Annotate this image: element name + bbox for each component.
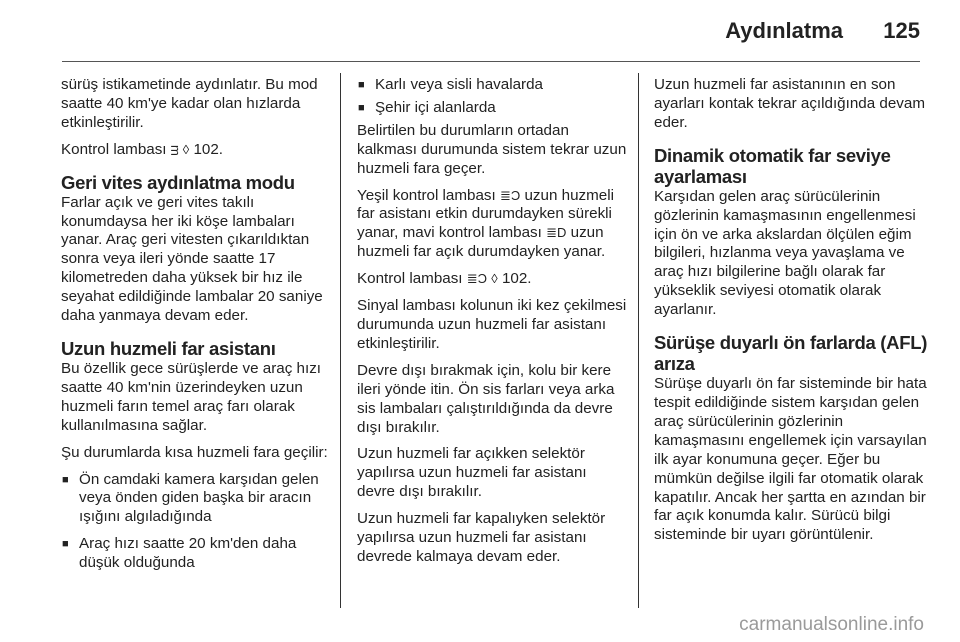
column-3: [654, 76, 930, 553]
paragraph-kontrol-lambalari: Yeşil kontrol lambası ≣Ͻ uzun huzmeli far asistanı etkin durumdayken sürekli yanar, mavi kontrol lambası ≣D uzun huzmeli far açık durumdayken yanar.: [357, 186, 614, 261]
uzun-huzmeli-paragraph: Bu özellik gece sürüşlerde ve araç hızı saatte 40 km'nin üzerindeyken uzun huzmeli farın temel araç farı olarak kullanılmasına sağlar.: [61, 359, 322, 434]
high-beam-assist-icon: ≣Ͻ: [466, 271, 488, 287]
bullet-icon: ■: [358, 101, 365, 114]
page-reference-icon: ◊: [491, 271, 498, 287]
section-heading-dinamik: Dinamik otomatik far seviye ayarlaması: [654, 144, 891, 187]
geri-vites-paragraph: Farlar açık ve geri vites takılı konumdaysa her iki köşe lambaları yanar. Araç geri vitesten çıkarıldıktan sonra veya ileri yönde saatte 17 kilometreden daha yüksek bir hız ile seyahat edildiğinde lambalar 20 saniye daha yanmaya devam eder.: [61, 193, 323, 325]
high-beam-icon: ≣D: [546, 225, 567, 241]
high-beam-assist-icon: ≣Ͻ: [499, 187, 521, 203]
bullet-icon: ■: [62, 473, 69, 486]
afl-paragraph: Sürüşe duyarlı ön far sisteminde bir hata tespit edildiğinde sistem karşıdan gelen araç sürücülerinin gözlerinin kamaşmasını engellemek için varsayılan ilk ayar konumuna geçer. Eğer bu mümkün değilse ilgili far otomatik olarak kapatılır. Ancak her şartta en azından bir far açık konumda kalır. Sürücü bilgi sisteminde bir uyarı görüntülenir.: [654, 375, 927, 544]
list-item: ■ Karlı veya sisli havalarda: [358, 76, 543, 93]
paragraph: Uzun huzmeli far asistanının en son ayarları kontak tekrar açıldığında devam eder.: [654, 76, 925, 131]
column-divider-1: [340, 73, 341, 608]
kontrol-lambasi-line: Kontrol lambası ᴟ ◊ 102.: [61, 140, 223, 158]
list-item: ■ Ön camdaki kamera karşıdan gelen veya önden giden başka bir aracın ışığını algıladığında: [62, 470, 319, 526]
column-divider-2: [638, 73, 639, 608]
header-rule: [62, 61, 920, 62]
page-title: Aydınlatma: [725, 18, 843, 43]
bullet-icon: ■: [62, 538, 69, 551]
paragraph: Uzun huzmeli far kapalıyken selektör yapılırsa uzun huzmeli far asistanı devrede kalmaya devam eder.: [357, 510, 606, 565]
intro-paragraph: sürüş istikametinde aydınlatır. Bu mod saatte 40 km'ye kadar olan hızlarda etkinleştirilir.: [61, 76, 318, 131]
dinamik-paragraph: Karşıdan gelen araç sürücülerinin gözlerinin kamaşmasının engellenmesi için ön ve arka akslardan ölçülen eğim bilgileri, hızlanma veya yavaşlama ve araç hızı bilgilerine bağlı olarak far yükseklik seviyesi otomatik olarak ayarlanır.: [654, 187, 916, 319]
page-header: [0, 0, 960, 62]
section-heading-uzun-huzmeli: Uzun huzmeli far asistanı: [61, 337, 276, 359]
bullet-icon: ■: [358, 79, 365, 91]
kontrol-lambasi-line: Kontrol lambası ≣Ͻ ◊ 102.: [357, 270, 532, 288]
paragraph: Uzun huzmeli far açıkken selektör yapılırsa uzun huzmeli far asistanı devre dışı bırakılır.: [357, 445, 587, 501]
section-heading-afl: Sürüşe duyarlı ön farlarda (AFL) arıza: [654, 332, 928, 375]
page-number: 125: [883, 18, 920, 43]
watermark: carmanualsonline.info: [739, 614, 924, 635]
column-2: [357, 76, 627, 575]
page-reference-icon: ◊: [182, 141, 190, 157]
paragraph: Belirtilen bu durumların ortadan kalkması durumunda sistem tekrar uzun huzmeli fara geçer.: [357, 121, 627, 177]
section-heading-geri-vites: Geri vites aydınlatma modu: [61, 171, 295, 193]
paragraph: Sinyal lambası kolunun iki kez çekilmesi durumunda uzun huzmeli far asistanı etkinleştirilir.: [357, 297, 627, 352]
paragraph: Devre dışı bırakmak için, kolu bir kere ileri yönde itin. Ön sis farları veya arka sis lambaları çalıştırıldığında da devre dışı bırakılır.: [357, 361, 615, 436]
kisa-huzmeli-intro: Şu durumlarda kısa huzmeli fara geçilir:: [61, 443, 328, 461]
list-item: ■ Şehir içi alanlarda: [358, 98, 496, 116]
cornering-lamp-icon: ᴟ: [170, 141, 179, 157]
column-1: [61, 76, 331, 581]
list-item: ■ Araç hızı saatte 20 km'den daha düşük olduğunda: [62, 535, 297, 572]
